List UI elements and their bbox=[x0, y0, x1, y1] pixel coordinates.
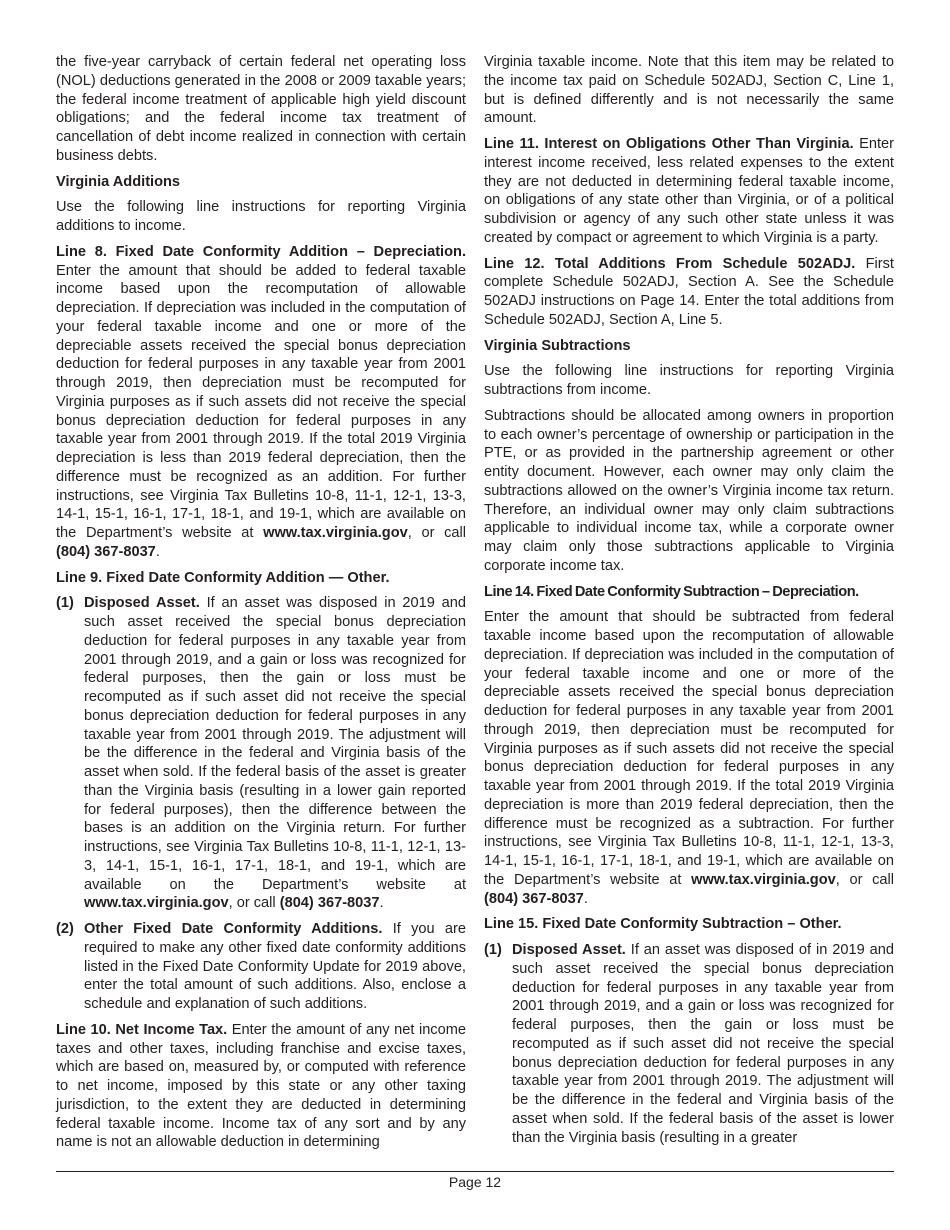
line-9-item-1 bbox=[56, 594, 466, 913]
line-9-item-1-number: (1) bbox=[56, 595, 74, 612]
line-11-body: Enter interest income received, less related expenses to the extent they are not deducted in determining federal taxable income, on obligations of any state other than Virginia, or of a political subdivision or agency of any such other state unless it was created by compact or agreement to which Virginia is a party. bbox=[484, 136, 895, 246]
line-9-list bbox=[56, 594, 466, 1014]
line-8-phone: (804) 367-8037 bbox=[56, 543, 156, 560]
left-column bbox=[56, 53, 466, 1159]
line-11-title: Line 11. Interest on Obligations Other Than Virginia. bbox=[484, 136, 854, 152]
line-12-body: First complete Schedule 502ADJ, Section A. See the Schedule 502ADJ instructions on Page 14. Enter the total additions from Schedule 502ADJ, Section A, Line 5. bbox=[484, 255, 894, 328]
line-15-title: Line 15. Fixed Date Conformity Subtraction – Other. bbox=[484, 916, 842, 933]
virginia-additions-heading: Virginia Additions bbox=[56, 173, 181, 190]
line-12-title: Line 12. Total Additions From Schedule 502ADJ. bbox=[484, 255, 856, 272]
subtractions-intro: Use the following line instructions for reporting Virginia subtractions from income. bbox=[484, 363, 894, 398]
line-9-item-1-body: If an asset was disposed in 2019 and such asset received the special bonus depreciation deduction for federal purposes in any taxable year from 2001 through 2019, and a gain or loss was recognized for federal purposes, then the gain or loss must be recomputed as if such asset did not receive the special bonus depreciation deduction for federal purposes in any taxable year from 2001 through 2019. The adjustment will be the difference in the federal and Virginia basis of the asset when sold. If the federal basis of the asset is greater than the Virginia basis (resulting in a lower gain reported for federal purposes), then the difference between the bases is an addition on the Virginia return. For further instructions, see Virginia Tax Bulletins 10-8, 11-1, 12-1, 13-3, 14-1, 15-1, 16-1, 17-1, 18-1, and 19-1, which are available on the Department’s website at bbox=[84, 595, 466, 893]
line-15-item-1-body: If an asset was disposed of in 2019 and such asset received the special bonus depreciation deduction for federal purposes in any taxable year from 2001 through 2019, and a gain or loss was recognized for federal purposes, then the gain or loss must be recomputed as if such asset did not receive the special bonus depreciation deduction for federal purposes in any taxable year from 2001 through 2019. The adjustment will be the difference in the federal and Virginia basis of the asset when sold. If the federal basis of the asset is lower than the Virginia basis (resulting in a greater bbox=[512, 942, 894, 1146]
line-14-phone: (804) 367-8037 bbox=[484, 890, 584, 907]
line-14-paragraph bbox=[484, 608, 894, 908]
line-14-title: Line 14. Fixed Date Conformity Subtraction – Depreciation. bbox=[484, 583, 859, 600]
virginia-subtractions-heading: Virginia Subtractions bbox=[484, 337, 631, 354]
line-8-end: . bbox=[155, 543, 160, 560]
line-10-paragraph bbox=[56, 1021, 466, 1152]
line-14-body: Enter the amount that should be subtracted from federal taxable income based upon the recomputation of allowable depreciation. If depreciation was included in the computation of your federal taxable income and one or more of the depreciable assets received the special bonus depreciation deduction for federal purposes in any taxable year from 2001 through 2019, then depreciation must be recomputed for Virginia purposes as if such assets did not receive the special bonus depreciation deduction for federal purposes in any taxable year from 2001 through 2019. If the total 2019 Virginia depreciation is more than 2019 federal depreciation, then the difference must be recognized as a subtraction. For further instructions, see Virginia Tax Bulletins 10-8, 11-1, 12-1, 13-3, 14-1, 15-1, 16-1, 17-1, 18-1, and 19-1, which are available on the Department’s website at bbox=[484, 609, 894, 888]
footer-rule bbox=[56, 1171, 894, 1172]
line-15-list bbox=[484, 941, 894, 1147]
line-15-item-1 bbox=[484, 941, 894, 1147]
line-11-paragraph bbox=[484, 135, 894, 248]
subtractions-allocation-paragraph: Subtractions should be allocated among owners in proportion to each owner’s percentage of ownership or participation in the PTE, or as provided in the partnership agreement or other entity document. However, each owner may only claim the subtractions allowed on the owner’s Virginia income tax return. Therefore, an individual owner may only claim subtractions applicable to individual income tax, while a corporate owner may claim only those subtractions applicable to Virginia corporate income tax. bbox=[484, 407, 894, 574]
line-9-item-2-body: If you are required to make any other fixed date conformity additions listed in the Fixed Date Conformity Update for 2019 above, enter the total amount of such additions. Also, enclose a schedule and explanation of such additions. bbox=[84, 921, 466, 1012]
line-14-or: , or call bbox=[835, 871, 894, 888]
line-15-item-1-title: Disposed Asset. bbox=[512, 942, 626, 958]
line-14-end: . bbox=[583, 890, 588, 907]
line-9-item-2 bbox=[56, 920, 466, 1014]
line-15-item-1-number: (1) bbox=[484, 942, 502, 958]
line-8-body: Enter the amount that should be added to federal taxable income based upon the recomputation of allowable depreciation. If depreciation was included in the computation of your federal taxable income and one or more of the depreciable assets received the special bonus depreciation deduction for federal purposes in any taxable year from 2001 through 2019, then depreciation must be recomputed for Virginia purposes as if such assets did not receive the special bonus depreciation deduction for federal purposes in any taxable year from 2001 through 2019. If the total 2019 Virginia depreciation is less than 2019 federal depreciation, then the difference must be recognized as an addition. For further instructions, see Virginia Tax Bulletins 10-8, 11-1, 12-1, 13-3, 14-1, 15-1, 16-1, 17-1, 18-1, and 19-1, which are available on the Department’s website at bbox=[56, 262, 466, 541]
right-column bbox=[484, 53, 894, 1154]
line-9-item-1-phone: (804) 367-8037 bbox=[279, 895, 380, 912]
line-10-title: Line 10. Net Income Tax. bbox=[56, 1021, 228, 1038]
line-9-item-1-end: . bbox=[379, 895, 384, 912]
line-10-continuation: Virginia taxable income. Note that this item may be related to the income tax paid on Schedule 502ADJ, Section C, Line 1, but is defined differently and is not necessarily the same amount. bbox=[484, 54, 894, 127]
line-9-item-1-or: , or call bbox=[228, 895, 280, 912]
line-8-website: www.tax.virginia.gov bbox=[263, 525, 408, 541]
line-9-title: Line 9. Fixed Date Conformity Addition — Other. bbox=[56, 569, 390, 586]
line-10-body: Enter the amount of any net income taxes and other taxes, including franchise and excise taxes, which are based on, measured by, or computed with reference to net income, imposed by this state or any other taxing jurisdiction, to the extent they are deducted in determining federal taxable income. Income tax of any sort and by any name is not an allowable deduction in determining bbox=[56, 1021, 466, 1151]
additions-intro: Use the following line instructions for reporting Virginia additions to income. bbox=[56, 199, 466, 234]
line-9-item-2-number: (2) bbox=[56, 921, 74, 937]
page-number: Page 12 bbox=[448, 1174, 502, 1190]
line-9-item-1-website: www.tax.virginia.gov bbox=[84, 895, 229, 912]
line-9-item-2-title: Other Fixed Date Conformity Additions. bbox=[84, 921, 383, 937]
carryback-paragraph: the five-year carryback of certain federal net operating loss (NOL) deductions generated in the 2008 or 2009 taxable years; the federal income treatment of applicable high yield discount obligations; and the federal income tax treatment of cancellation of debt income realized in connection with certain business debts. bbox=[56, 54, 466, 164]
line-14-website: www.tax.virginia.gov bbox=[691, 871, 836, 888]
line-8-title: Line 8. Fixed Date Conformity Addition – Depreciation. bbox=[56, 243, 466, 260]
line-9-item-1-title: Disposed Asset. bbox=[84, 595, 200, 612]
line-8-paragraph bbox=[56, 243, 466, 562]
line-8-or: , or call bbox=[407, 525, 466, 541]
line-12-paragraph bbox=[484, 255, 894, 330]
